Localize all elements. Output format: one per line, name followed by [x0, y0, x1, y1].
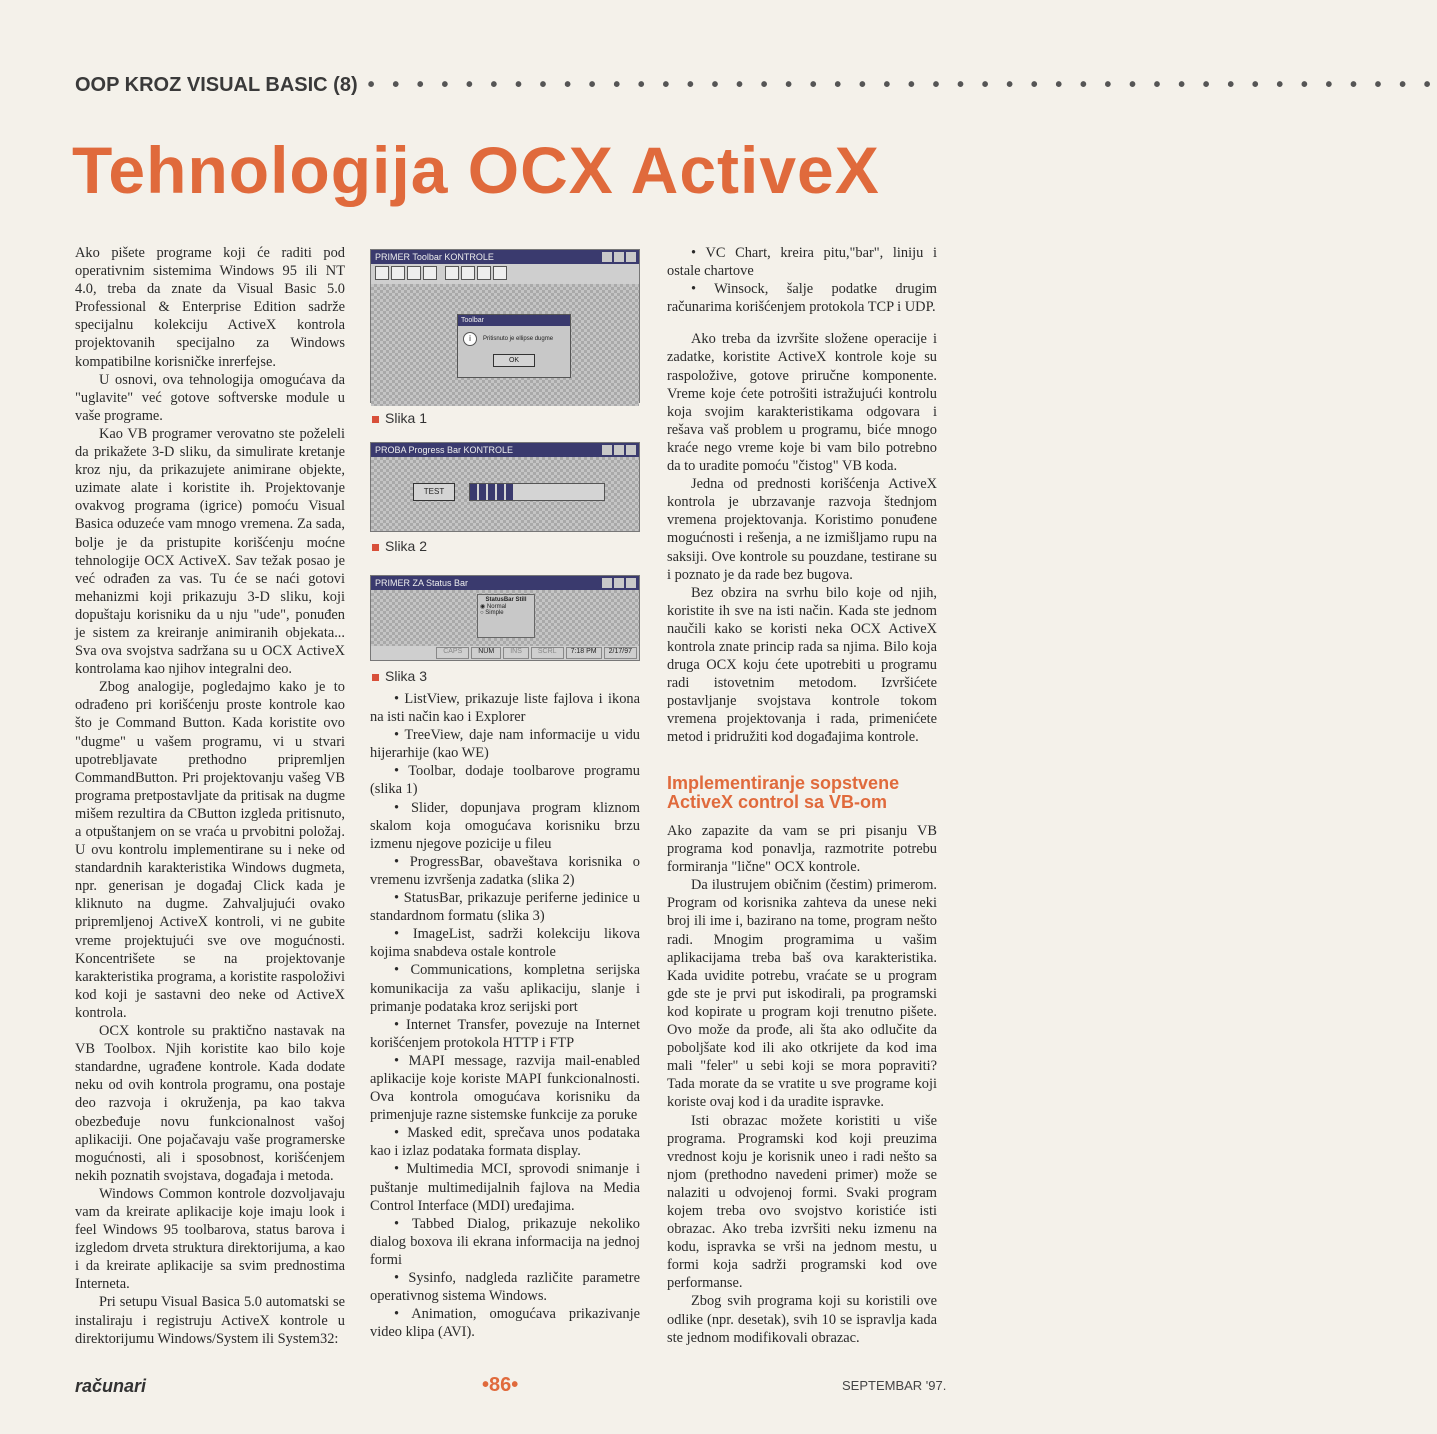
page-number: •86•: [482, 1374, 519, 1396]
list-item: • Multimedia MCI, sprovodi snimanje i puštanje multimedijalnih fajlova na Media Control Interface (MDI) uređajima.: [370, 1161, 640, 1214]
issue-date: SEPTEMBAR '97.: [842, 1378, 947, 1393]
list-item: • MAPI message, razvija mail-enabled aplikacije koje koriste MAPI funkcionalnosti. Ova kontrola omogućava korisniku da primenjuje razne sistemske funkcije za poruke: [370, 1052, 640, 1124]
list-item: • Communications, kompletna serijska komunikacija za vašu aplikaciju, slanje i primanje podataka kroz serijski port: [370, 962, 640, 1015]
info-icon: i: [463, 332, 477, 346]
window-title: PRIMER ZA Status Bar: [375, 578, 469, 588]
figure-3-caption: [372, 668, 427, 684]
header-text: OOP KROZ VISUAL BASIC (8): [75, 73, 358, 96]
figure-1-toolbar-window: [370, 249, 640, 403]
ellipse-icon: [477, 266, 491, 280]
list-item: • ImageList, sadrži kolekciju likova kojima snabdeva ostale kontrole: [370, 926, 640, 961]
pause-icon: [461, 266, 475, 280]
paragraph: Pri setupu Visual Basica 5.0 automatski se instaliraju i registruju ActiveX kontrole u direktorijumu Windows/System ili System32:: [75, 1294, 345, 1347]
grid-icon: [445, 266, 459, 280]
column-3: [667, 244, 937, 747]
paragraph: Ako pišete programe koji će raditi pod operativnim sistemima Windows 95 ili NT 4.0, treba da znate da Visual Basic 5.0 Professional & Enterprise Edition sadrže specijalnu kolekciju ActiveX kontrola projektovanih specijalno za Windows kompatibilne korisničke inrerfejse.: [75, 245, 345, 370]
running-header: [75, 70, 1437, 100]
window-buttons: [602, 576, 639, 590]
close-icon: [626, 445, 636, 455]
list-item: • Winsock, šalje podatke drugim računarima korišćenjem protokola TCP i UDP.: [667, 281, 937, 316]
paragraph: Kao VB programer verovatno ste poželeli da prikažete 3-D sliku, da simulirate kretanje kroz nju, da prikazujete animirane objekte, uzimate alate i koristite ih. Projektovanje ovakvog programa (igrice) pomoću Visual Basica oduzeće vam mnogo vremena. Za sada, bolje je da pristupite korišćenju moćne tehnologije OCX ActiveX. Sav težak posao je već odrađen za vas. Tu će se naći gotovi mehanizmi koji prikazuju 3-D sliku, koji dopuštaju korisniku da u nju "ude", ponuđen je sistem za kreiranje animiranih objekata... Sva ova svojstva sadržana su u OCX ActiveX kontrolama kao njihov integralni deo.: [75, 425, 345, 678]
minimize-icon: [602, 252, 612, 262]
open-folder-icon: [391, 266, 405, 280]
maximize-icon: [614, 252, 624, 262]
status-panel-date: 2/17/97: [604, 647, 637, 659]
print-icon: [423, 266, 437, 280]
caption-text: Slika 2: [385, 538, 428, 554]
figure-2-progressbar-window: [370, 442, 640, 532]
list-item: • Tabbed Dialog, prikazuje nekoliko dialog boxova ili ekrana informacija na jednoj formi: [370, 1215, 640, 1268]
window-titlebar: [371, 443, 639, 457]
window-buttons: [602, 443, 639, 457]
option-normal[interactable]: ◉ Normal: [480, 604, 507, 610]
paragraph: Windows Common kontrole dozvoljavaju vam da kreirate aplikacije koje imaju look i feel Windows 95 toolbarova, status barova i izgledom drveta struktura direktorijuma, a kao i da kreirate aplikacije sa svim prednostima Interneta.: [75, 1185, 345, 1293]
figure-1-caption: [372, 410, 427, 426]
paragraph: U osnovi, ova tehnologija omogućava da "uglavite" već gotove softverske module u vaše programe.: [75, 371, 345, 424]
option-simple[interactable]: ○ Simple: [480, 610, 504, 616]
column-3-section: [667, 822, 937, 1347]
list-item: • StatusBar, prikazuje periferne jedinice u standardnom formatu (slika 3): [370, 890, 640, 925]
list-item: • Toolbar, dodaje toolbarove programu (slika 1): [370, 763, 640, 798]
caption-bullet: [372, 674, 379, 681]
list-item: • Internet Transfer, povezuje na Internet korišćenjem protokola HTTP i FTP: [370, 1016, 640, 1051]
caption-text: Slika 3: [385, 668, 428, 684]
option-label: Normal: [486, 604, 507, 610]
form-area: [371, 457, 639, 531]
window-buttons: [602, 250, 639, 264]
paragraph: Bez obzira na svrhu bilo koje od njih, koristite ih sve na isti način. Kada ste jednom naučili kako se koristi neka OCX ActiveX kontrola znate princip rada sa njima. Bilo koja druga OCX koju ćete upotrebiti u programu radi istovetnim metodom. Izvršićete postavljanje svojstava kontrole tokom vremena projektovanja i rada, primenićete metod i pridružiti kod događajima kontrole.: [667, 584, 937, 746]
status-panel-time: 7:18 PM: [566, 647, 602, 659]
option-label: Simple: [485, 610, 504, 616]
paragraph: Zbog svih programa koji su koristili ove odlike (npr. desetak), svih 10 se ispravlja kada ste jednom modifikovali obrazac.: [667, 1293, 937, 1346]
status-bar: [371, 646, 639, 660]
form-area: [371, 284, 639, 406]
header-dots: • • • • • • • • • • • • • • • • • • • • • • • • • • • • • • • • • • • • • • • • • • • •: [367, 73, 1437, 96]
status-panel-num: NUM: [471, 647, 501, 659]
figure-2-caption: [372, 538, 427, 554]
caption-text: Slika 1: [385, 410, 428, 426]
dialog-body: [458, 326, 570, 350]
status-panel-scrl: SCRL: [531, 647, 564, 659]
save-icon: [407, 266, 421, 280]
paragraph: Ako treba da izvršite složene operacije i zadatke, koristite ActiveX kontrole koje su raspoložive, gotove priručne komponente. Vreme koje ćete potrošiti istražujući kontrolu koja svojim karakteristikama odgovara i rešava vaš problem u programu, biće mnogo kraće nego vreme koje bi vam bilo potrebno da to uradite pomoću "čistog" VB koda.: [667, 331, 937, 475]
window-titlebar: [371, 576, 639, 590]
paragraph: Isti obrazac možete koristiti u više programa. Programski kod koji preuzima vrednost koju je korisnik uneo i radi nešto sa njom (prethodno navedeni primer) može se nalaziti u odvojenoj formi. Svaki program kojem treba ovo svojstvo koristiće isti obrazac. Ako treba izvršiti neku izmenu na kodu, ispravka se vrši na jednom mestu, u formi koja sadrži programski kod ove performanse.: [667, 1112, 937, 1292]
paragraph: Da ilustrujem običnim (čestim) primerom. Program od korisnika zahteva da unese neki broj ili ime i, bazirano na tome, program nešto radi. Mnogim programima u vašim aplikacijama treba baš ova karakteristika. Kada uvidite potrebu, vraćate se u program gde ste je prvi put iskodirali, pa programski kod kopirate u program koji trenutno pišete. Ovo može da prođe, ali šta ako odlučite da poboljšate kod ili ako otkrijete da kod ima mali "feler" u sebi koji se mora popraviti? Tada morate da se vratite u sve programe koji koriste ovaj kod i da uradite ispravke.: [667, 877, 937, 1111]
message-dialog: [457, 314, 571, 378]
test-button[interactable]: TEST: [413, 483, 455, 501]
page-title: Tehnologija OCX ActiveX: [72, 133, 880, 207]
form-area: [371, 590, 639, 646]
window-title: PRIMER Toolbar KONTROLE: [375, 252, 494, 262]
caption-bullet: [372, 416, 379, 423]
list-item: • Masked edit, sprečava unos podataka kao i izlaz podataka formata display.: [370, 1125, 640, 1160]
caption-bullet: [372, 544, 379, 551]
dialog-message: Pritisnuto je ellipse dugme: [483, 336, 554, 342]
paragraph: OCX kontrole su praktično nastavak na VB Toolbox. Njih koristite kao bilo koje standardne, ugrađene kontrole. Kada dodate neku od ovih kontrola programu, ona postaje deo razvoja i okruženja, pa kao takva obezbeđuje novu funkcionalnost vašoj aplikaciji. One pojačavaju vaše programerske mogućnosti, ali i sposobnost, korišćenjem nekih poznatih svojstava, događaja i metoda.: [75, 1023, 345, 1184]
dialog-titlebar: Toolbar: [458, 315, 570, 326]
figure-3-statusbar-window: [370, 575, 640, 661]
list-item: • TreeView, daje nam informacije u vidu hijerarhije (kao WE): [370, 727, 640, 762]
close-icon: [626, 578, 636, 588]
paragraph: Jedna od prednosti korišćenja ActiveX kontrola je ubrzavanje razvoja štednjom vremena projektovanja. Koristimo ponuđene mogućnosti i rešenja, a ne izmišljamo rupu na saksiji. Ove kontrole su pouzdane, testirane su i poznato je da rade bez bugova.: [667, 476, 937, 583]
column-1: [75, 244, 345, 1348]
column-2-bullet-list: [370, 690, 640, 1341]
group-label: StatusBar Still: [485, 597, 527, 603]
minimize-icon: [602, 578, 612, 588]
status-panel-ins: INS: [503, 647, 529, 659]
maximize-icon: [614, 578, 624, 588]
option-group: [477, 594, 535, 638]
window-title: PROBA Progress Bar KONTROLE: [375, 445, 514, 455]
paragraph: Ako zapazite da vam se pri pisanju VB programa kod ponavlja, razmotrite potrebu formiranja "lične" OCX kontrole.: [667, 823, 937, 876]
magazine-name: računari: [75, 1376, 147, 1396]
close-icon: [626, 252, 636, 262]
list-item: • ListView, prikazuje liste fajlova i ikona na isti način kao i Explorer: [370, 691, 640, 726]
section-heading: Implementiranje sopstvene ActiveX control sa VB-om: [667, 773, 900, 812]
progress-fill: [470, 484, 514, 500]
list-item: • Slider, dopunjava program kliznom skalom koja omogućava korisniku brzu izmenu njegove pozicije u fileu: [370, 799, 640, 852]
progress-bar: [469, 483, 605, 501]
ok-button[interactable]: OK: [493, 354, 535, 367]
status-panel-caps: CAPS: [436, 647, 469, 659]
list-item: • Sysinfo, nadgleda različite parametre operativnog sistema Windows.: [370, 1270, 640, 1305]
list-item: • Animation, omogućava prikazivanje video klipa (AVI).: [370, 1306, 640, 1341]
spacer: [667, 316, 937, 330]
minimize-icon: [602, 445, 612, 455]
maximize-icon: [614, 445, 624, 455]
list-item: • ProgressBar, obaveštava korisnika o vremenu izvršenja zadatka (slika 2): [370, 853, 640, 888]
toolbar: [371, 264, 639, 284]
window-titlebar: [371, 250, 639, 264]
list-item: • VC Chart, kreira pitu,"bar", liniju i ostale chartove: [667, 245, 937, 280]
new-file-icon: [375, 266, 389, 280]
paragraph: Zbog analogije, pogledajmo kako je to odrađeno pri korišćenju proste kontrole kao što je Command Button. Kada koristite ovo "dugme" u vašem programu, vi u stvari upotrebljavate prethodno pripremljen CommandButton. Pri projektovanju vašeg VB programa pretpostavljate da pritisak na dugme mišem rezultira da CButton izgleda pritisnuto, a otpuštanjem on se vraća u prvobitni položaj. U ovu kontrolu implementirane su i neke od standardnih karakteristika Windows dugmeta, npr. generisan je događaj Click kada je kliknuto na dugme. Zahvaljujući ovako pripremljenoj ActiveX kontroli, vi ne gubite vreme projektujući sve ove mogućnosti. Koncentrišete se na projektovanje karakteristika programa, a koristite raspoloživi kod koji je sastavni deo neke od ActiveX kontrola.: [75, 679, 345, 1021]
cross-icon: [493, 266, 507, 280]
